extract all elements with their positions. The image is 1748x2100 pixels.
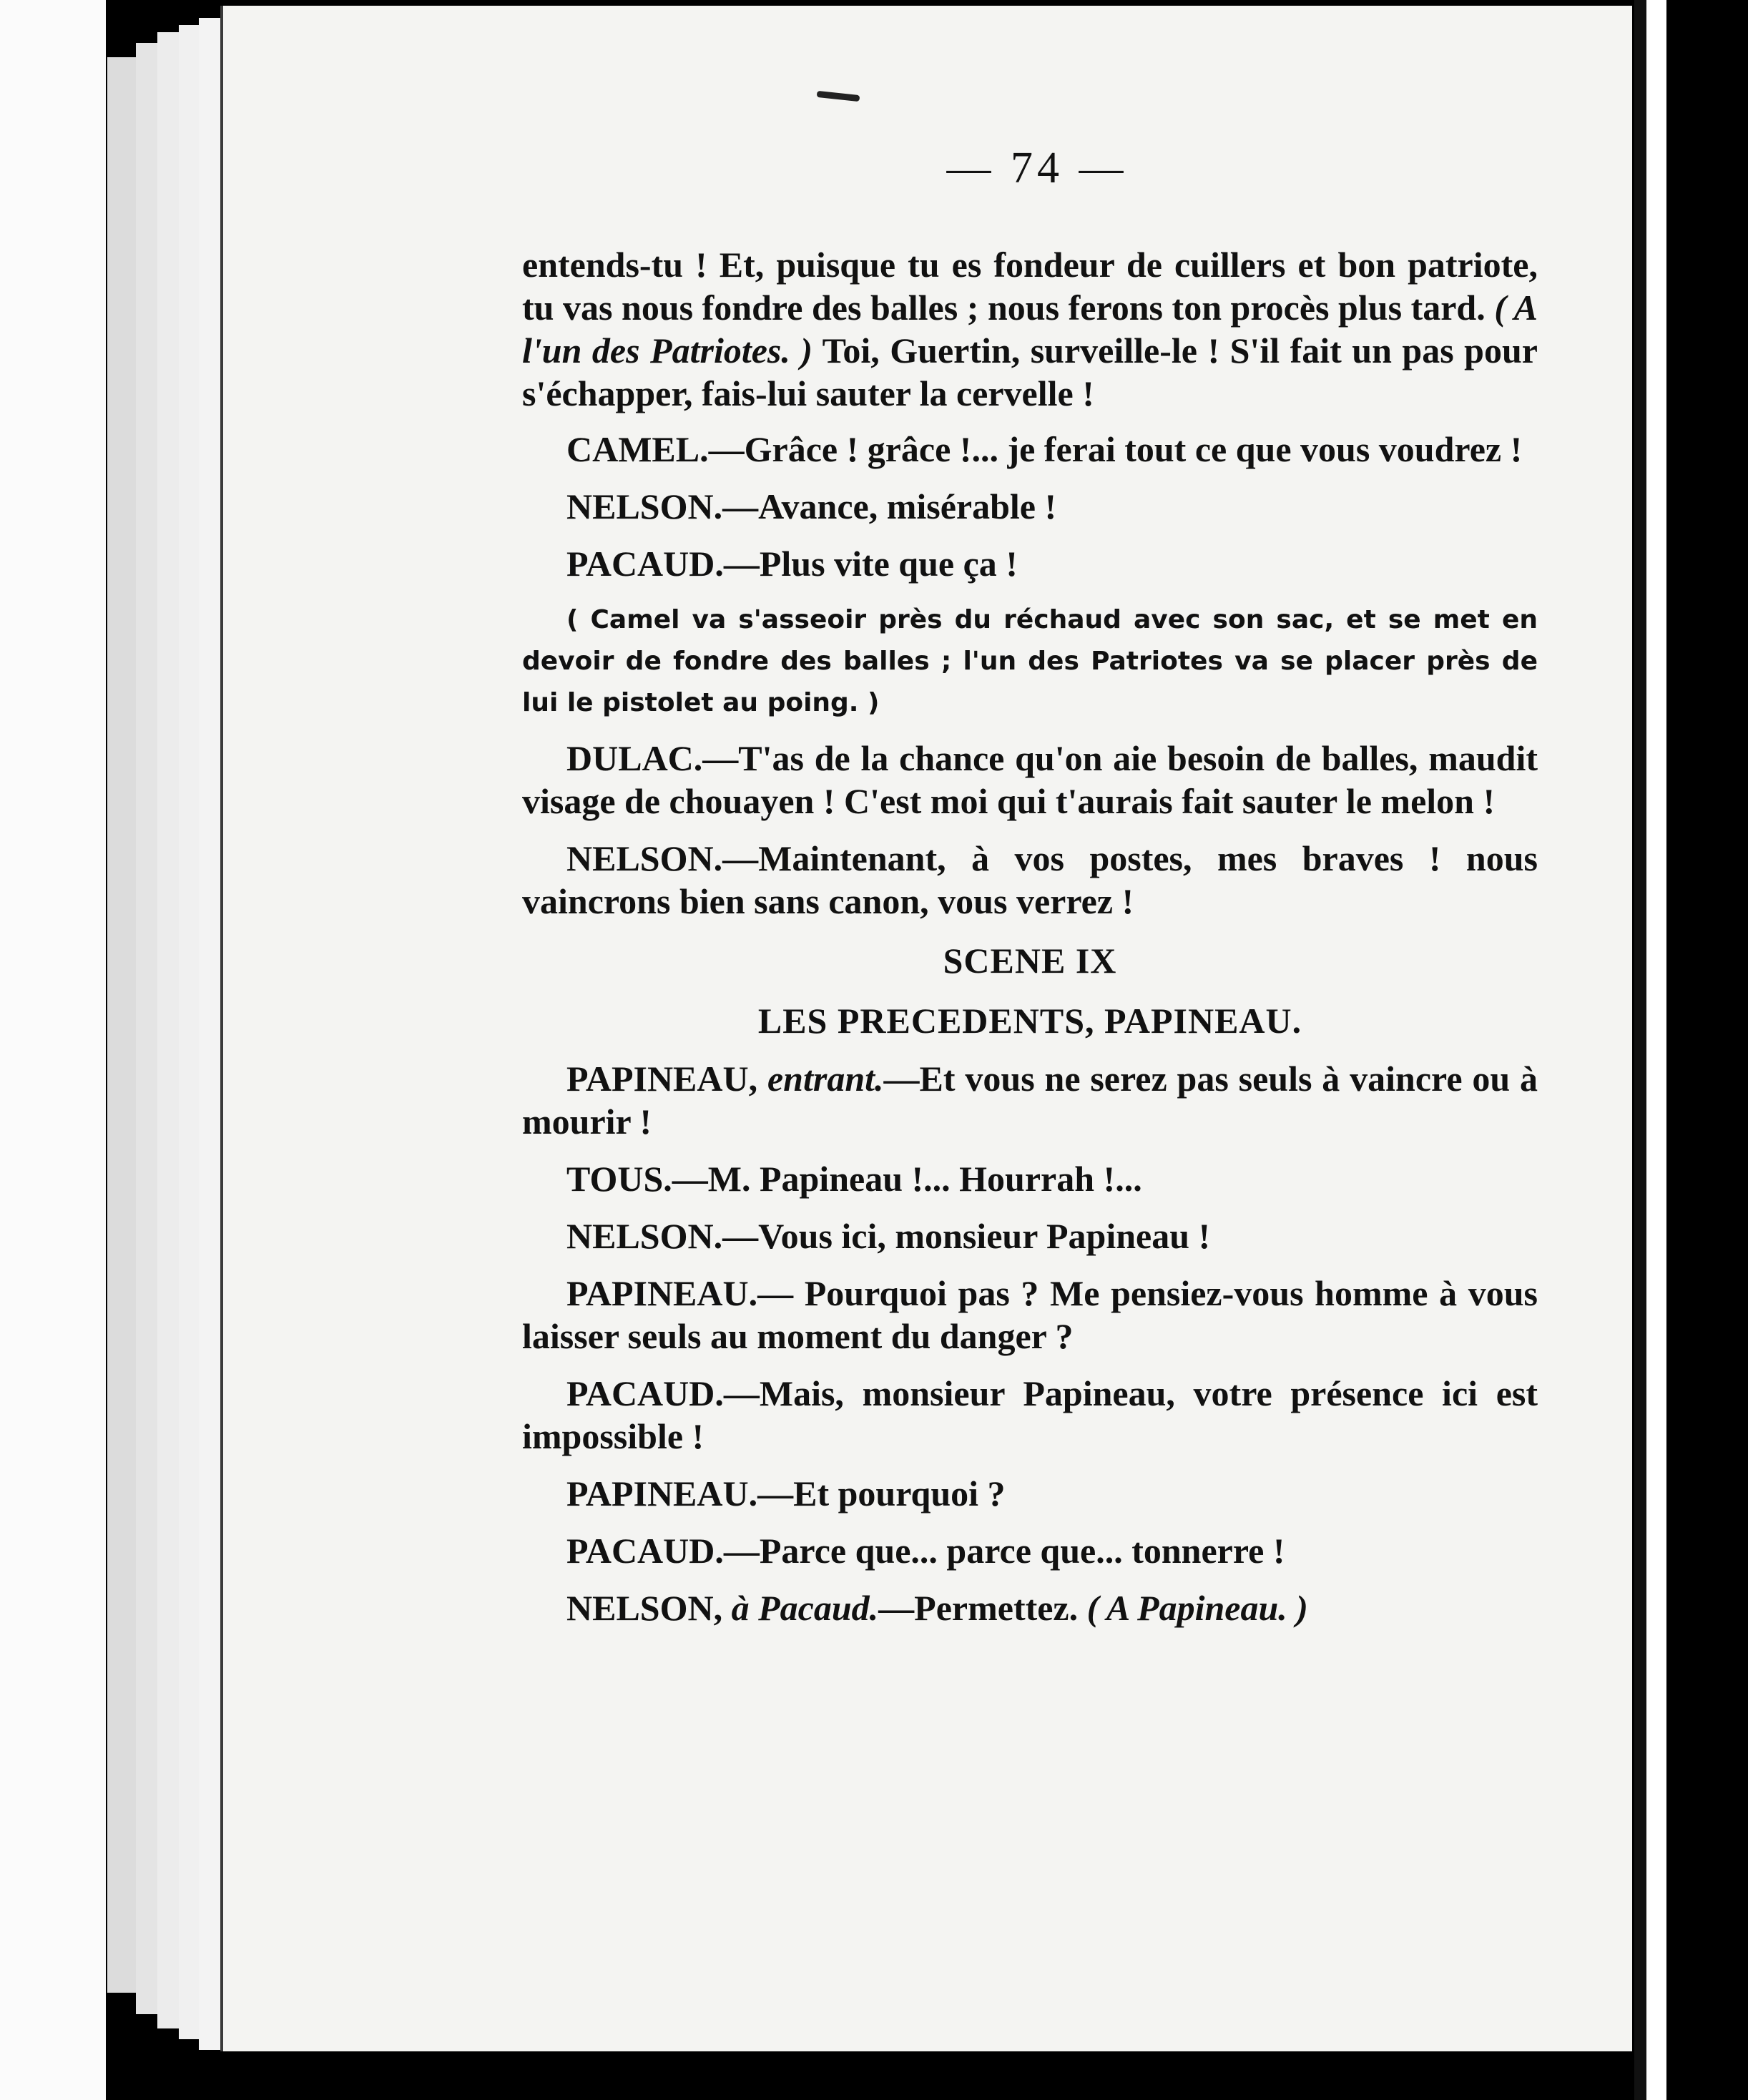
dialogue-line xyxy=(522,1057,1538,1143)
speech: —T'as de la chance qu'on aie besoin de balles, maudit visage de chouayen ! C'est moi qui t'aurais fait sauter le melon ! xyxy=(522,738,1538,821)
speaker: PAPINEAU. xyxy=(566,1473,758,1513)
speaker: NELSON, xyxy=(566,1588,723,1628)
speech: — Pourquoi pas ? Me pensiez-vous homme à vous laisser seuls au moment du danger ? xyxy=(522,1273,1538,1356)
ink-mark xyxy=(817,91,860,102)
speaker: NELSON. xyxy=(566,838,723,878)
dialogue-line xyxy=(522,1157,1538,1200)
speaker: PAPINEAU, xyxy=(566,1059,758,1099)
speech: —Plus vite que ça ! xyxy=(723,544,1018,584)
dialogue-line xyxy=(522,837,1538,923)
page-edge xyxy=(107,57,138,1993)
text: entends-tu ! Et, puisque tu es fondeur de cuillers et bon patriote, tu vas nous fondre des balles ; nous ferons ton procès plus tard. xyxy=(522,245,1538,328)
page-edge xyxy=(199,18,222,2050)
paragraph xyxy=(522,243,1538,415)
scan-border-left xyxy=(0,0,106,2100)
dialogue-line xyxy=(522,1529,1538,1572)
dialogue-line xyxy=(522,737,1538,823)
page-edge xyxy=(157,32,181,2028)
speaker: NELSON. xyxy=(566,486,723,526)
dialogue-line xyxy=(522,428,1538,471)
dialogue-line xyxy=(522,1272,1538,1358)
scene-characters: LES PRECEDENTS, PAPINEAU. xyxy=(757,1001,1302,1041)
page-text xyxy=(522,243,1538,1644)
speaker: DULAC. xyxy=(566,738,703,778)
speech: —Mais, monsieur Papineau, votre présence ici est impossible ! xyxy=(522,1373,1538,1456)
dialogue-line xyxy=(522,542,1538,585)
speech: —M. Papineau !... Hourrah !... xyxy=(672,1159,1142,1199)
speech: —Vous ici, monsieur Papineau ! xyxy=(722,1216,1211,1256)
stage-direction: ( A l'un des Patriotes. ) xyxy=(522,288,1538,371)
stage-direction-block: ( Camel va s'asseoir près du réchaud avec son sac, et se met en devoir de fondre des balles ; l'un des Patriotes va se placer près de lui le pistolet au poing. ) xyxy=(522,605,1538,717)
page-number: — 74 — xyxy=(946,144,1128,192)
speech: —Grâce ! grâce !... je ferai tout ce que vous voudrez ! xyxy=(708,429,1523,469)
speaker: PACAUD. xyxy=(566,544,724,584)
speaker-direction: à Pacaud. xyxy=(731,1588,879,1628)
speaker: PACAUD. xyxy=(566,1531,724,1571)
text: Toi, Guertin, surveille-le ! S'il fait un pas pour s'échapper, fais-lui sauter la cervelle ! xyxy=(522,330,1538,413)
speaker: CAMEL. xyxy=(566,429,709,469)
speech: —Et pourquoi ? xyxy=(757,1473,1006,1513)
speaker: PAPINEAU. xyxy=(566,1273,758,1313)
stage-direction: ( A Papineau. ) xyxy=(1086,1588,1308,1628)
speaker-direction: entrant. xyxy=(767,1059,884,1099)
dialogue-line xyxy=(522,1586,1538,1629)
speech: —Maintenant, à vos postes, mes braves ! nous vaincrons bien sans canon, vous verrez ! xyxy=(522,838,1538,921)
speaker: PACAUD. xyxy=(566,1373,724,1413)
scan-border-right-bar xyxy=(1634,0,1647,2100)
speaker: NELSON. xyxy=(566,1216,723,1256)
speaker: TOUS. xyxy=(566,1159,672,1199)
speech: —Et vous ne serez pas seuls à vaincre ou à mourir ! xyxy=(522,1059,1538,1142)
dialogue-line xyxy=(522,1215,1538,1257)
scan-border-right xyxy=(1646,0,1666,2100)
speech: —Permettez. xyxy=(878,1588,1079,1628)
dialogue-line xyxy=(522,485,1538,528)
scene-heading: SCENE IX xyxy=(943,941,1117,981)
page-edge xyxy=(179,25,201,2039)
page-edge xyxy=(136,43,159,2014)
dialogue-line xyxy=(522,1472,1538,1515)
speech: —Avance, misérable ! xyxy=(722,486,1057,526)
speech: —Parce que... parce que... tonnerre ! xyxy=(723,1531,1285,1571)
dialogue-line xyxy=(522,1372,1538,1458)
